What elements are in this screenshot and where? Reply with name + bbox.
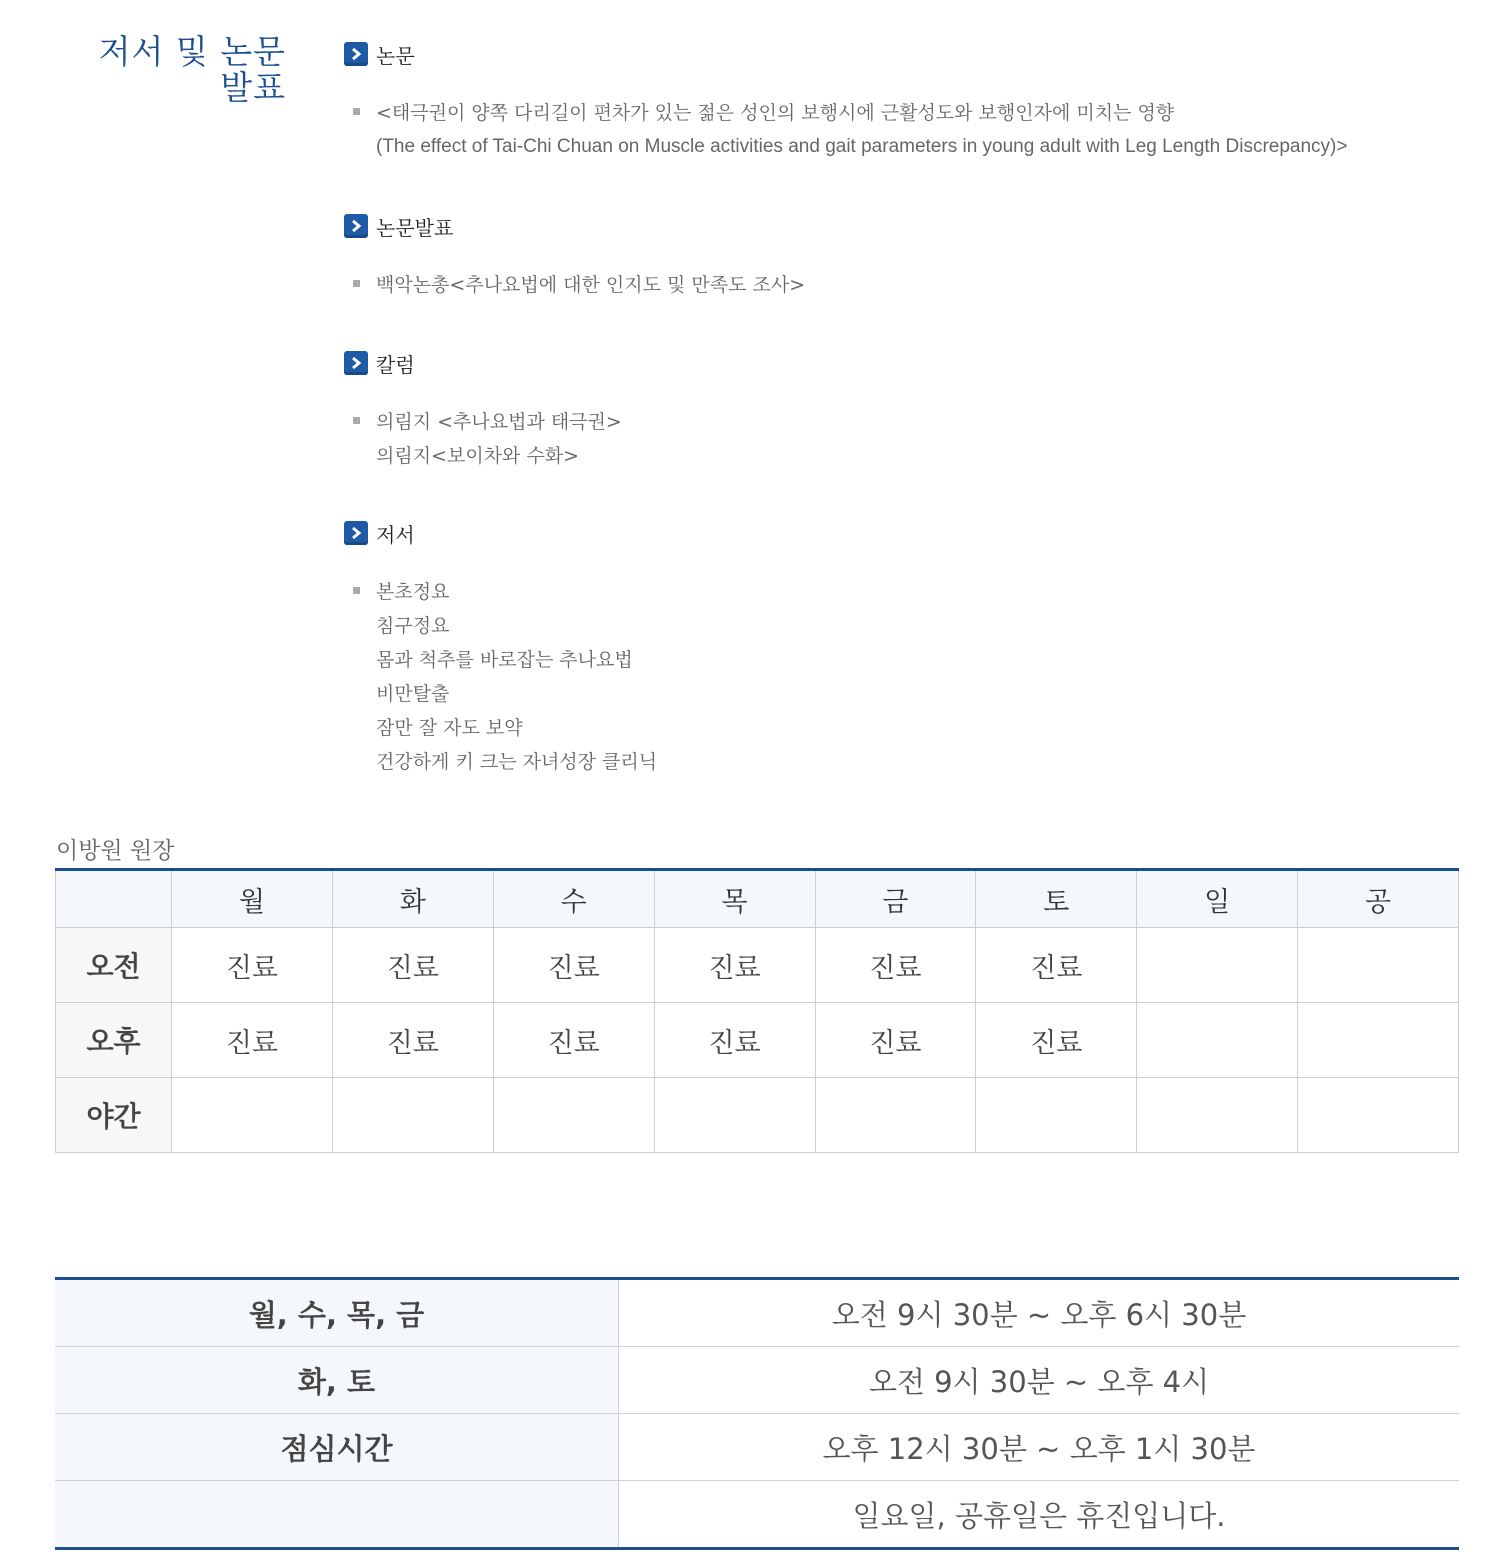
table-row <box>55 1279 1459 1347</box>
page-title-line2: 발표 <box>220 68 286 107</box>
table-cell <box>976 1078 1137 1153</box>
table-cell <box>493 1078 654 1153</box>
page-title <box>60 34 286 106</box>
table-cell: 진료 <box>654 1003 815 1078</box>
table-cell <box>1298 928 1459 1003</box>
section-content <box>344 96 1484 164</box>
table-cell: 진료 <box>815 928 976 1003</box>
day-header: 목 <box>654 870 815 928</box>
section-title: 저서 <box>376 522 415 547</box>
section-header <box>344 349 1484 377</box>
table-cell <box>1137 1078 1298 1153</box>
table-cell: 진료 <box>172 1003 333 1078</box>
table-cell <box>1298 1078 1459 1153</box>
table-cell: 진료 <box>493 1003 654 1078</box>
table-row <box>55 1347 1459 1414</box>
header-corner <box>56 870 172 928</box>
list-item: 의림지 <추나요법과 태극권> <box>376 411 622 433</box>
clinic-schedule-table <box>55 868 1459 1153</box>
hours-label <box>55 1481 619 1549</box>
row-label: 오전 <box>56 928 172 1003</box>
list-item: 침구정요 <box>376 615 450 637</box>
day-header: 일 <box>1137 870 1298 928</box>
day-header: 수 <box>493 870 654 928</box>
day-header: 금 <box>815 870 976 928</box>
hours-value: 오후 12시 30분 ~ 오후 1시 30분 <box>619 1414 1460 1481</box>
hours-label: 월, 수, 목, 금 <box>55 1279 619 1347</box>
list-item: 몸과 척추를 바로잡는 추나요법 <box>376 649 633 671</box>
list-item: 잠만 잘 자도 보약 <box>376 717 523 739</box>
square-bullet-icon <box>353 280 360 287</box>
list-item: 의림지<보이차와 수화> <box>376 445 580 467</box>
square-bullet-icon <box>353 417 360 424</box>
hours-label: 점심시간 <box>55 1414 619 1481</box>
section-title: 논문 <box>376 43 415 68</box>
section-content <box>344 405 1484 473</box>
day-header: 공 <box>1298 870 1459 928</box>
section-papers <box>344 40 1484 212</box>
chevron-right-icon <box>344 214 368 238</box>
hours-value: 오전 9시 30분 ~ 오후 4시 <box>619 1347 1460 1414</box>
day-header: 화 <box>332 870 493 928</box>
list-item: <태극권이 양쪽 다리길이 편차가 있는 젊은 성인의 보행시에 근활성도와 보행인자에 미치는 영향 <box>376 102 1175 124</box>
hours-value: 일요일, 공휴일은 휴진입니다. <box>852 1498 1226 1533</box>
table-cell: 진료 <box>493 928 654 1003</box>
section-books <box>344 519 1484 779</box>
table-cell: 진료 <box>332 1003 493 1078</box>
table-header-row <box>56 870 1459 928</box>
clinic-hours-table <box>55 1277 1459 1550</box>
section-content <box>344 268 1484 302</box>
publications-sections <box>344 40 1484 779</box>
section-header <box>344 40 1484 68</box>
chevron-right-icon <box>344 351 368 375</box>
section-header <box>344 212 1484 240</box>
chevron-right-icon <box>344 521 368 545</box>
list-item: 백악논총<추나요법에 대한 인지도 및 만족도 조사> <box>376 274 806 296</box>
hours-label: 화, 토 <box>55 1347 619 1414</box>
table-row <box>56 1003 1459 1078</box>
page-title-line1: 저서 및 논문 <box>98 32 286 71</box>
list-item: 건강하게 키 크는 자녀성장 클리닉 <box>376 751 658 773</box>
section-header <box>344 519 1484 547</box>
table-cell <box>654 1078 815 1153</box>
table-cell <box>815 1078 976 1153</box>
table-cell: 진료 <box>815 1003 976 1078</box>
table-cell: 진료 <box>172 928 333 1003</box>
section-content <box>344 575 1484 779</box>
section-title: 논문발표 <box>376 215 454 240</box>
square-bullet-icon <box>353 108 360 115</box>
section-columns <box>344 349 1484 519</box>
list-item: (The effect of Tai-Chi Chuan on Muscle activities and gait parameters in young adult with Leg Length Discrepancy)> <box>376 136 1348 157</box>
table-cell: 진료 <box>332 928 493 1003</box>
table-cell <box>172 1078 333 1153</box>
day-header: 월 <box>172 870 333 928</box>
table-cell: 진료 <box>976 928 1137 1003</box>
list-item: 본초정요 <box>376 581 450 603</box>
hours-value: 오전 9시 30분 ~ 오후 6시 30분 <box>619 1279 1460 1347</box>
section-title: 칼럼 <box>376 352 415 377</box>
chevron-right-icon <box>344 42 368 66</box>
table-cell <box>1137 928 1298 1003</box>
section-presentations <box>344 212 1484 349</box>
table-cell <box>332 1078 493 1153</box>
table-cell: 진료 <box>976 1003 1137 1078</box>
table-row <box>56 1078 1459 1153</box>
row-label: 오후 <box>56 1003 172 1078</box>
table-row <box>55 1481 1459 1549</box>
table-cell <box>1298 1003 1459 1078</box>
row-label: 야간 <box>56 1078 172 1153</box>
square-bullet-icon <box>353 587 360 594</box>
list-item: 비만탈출 <box>376 683 450 705</box>
table-row <box>56 928 1459 1003</box>
table-row <box>55 1414 1459 1481</box>
table-cell <box>1137 1003 1298 1078</box>
doctor-name: 이방원 원장 <box>56 838 175 864</box>
table-cell: 진료 <box>654 928 815 1003</box>
day-header: 토 <box>976 870 1137 928</box>
